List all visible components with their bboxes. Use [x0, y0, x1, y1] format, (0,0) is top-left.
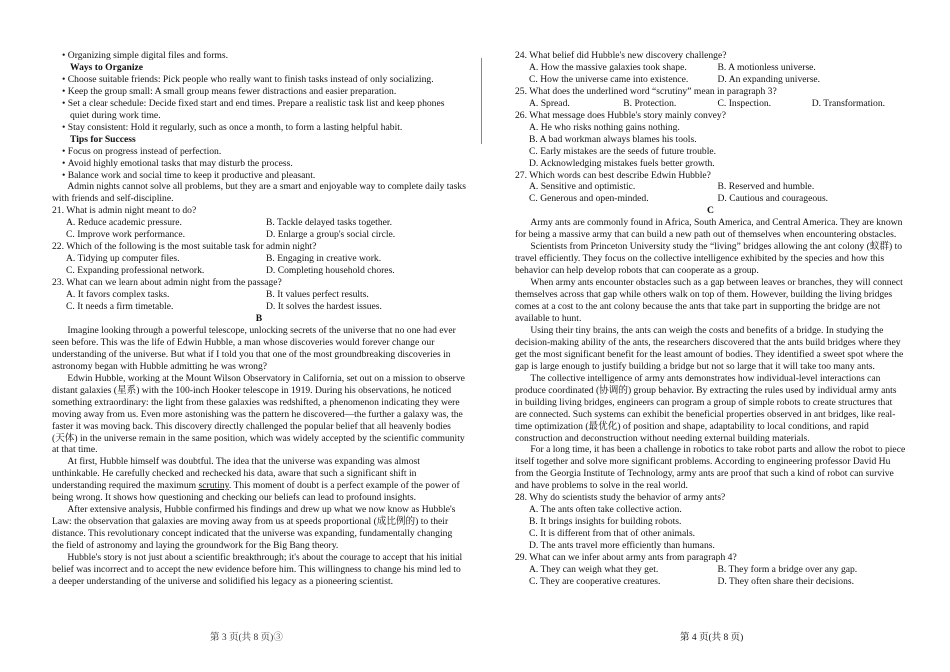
bullet-item: • Avoid highly emotional tasks that may disturb the process. — [52, 158, 466, 170]
bullet-item: • Stay consistent: Hold it regularly, such as once a month, to form a lasting helpful habit. — [52, 122, 466, 134]
paragraph: Imagine looking through a powerful telescope, unlocking secrets of the universe that no one had ever seen before. This was the life of Edwin Hubble, a man whose discoveries would forever change our understanding of the universe. But what if I told you that one of the most groundbreaking discoveries in astronomy began with Hubble admitting he was wrong? — [52, 324, 456, 372]
options-21 — [52, 217, 466, 229]
option: D. Transformation. — [811, 97, 886, 109]
bullet-item: • Choose suitable friends: Pick people who really want to finish tasks instead of only socializing. — [52, 74, 466, 86]
option: C. Inspection. — [717, 97, 772, 109]
option: B. Tackle delayed tasks together. — [266, 217, 392, 229]
option: B. Protection. — [623, 97, 677, 109]
option: A. The ants often take collective action. — [529, 504, 682, 516]
paragraph: When army ants encounter obstacles such as a gap between leaves or branches, they will connect themselves across that gap while others walk on top of them. However, building the living bridges comes at a cost to the ant colony because the ants that take part in supporting the bridge are not available to hunt. — [515, 277, 903, 324]
paragraph: Admin nights cannot solve all problems, but they are a smart and enjoyable way to complete daily tasks with friends and self-discipline. — [52, 181, 466, 205]
option: D. Acknowledging mistakes fuels better growth. — [529, 157, 715, 169]
page-number-right: 第 4 页(共 8 页) — [680, 633, 744, 643]
option: C. Improve work performance. — [66, 229, 186, 241]
subheading-ways: Ways to Organize — [70, 61, 144, 73]
option: D. The ants travel more efficiently than humans. — [529, 540, 715, 552]
option: C. Early mistakes are the seeds of future trouble. — [529, 145, 717, 157]
text-run: . This moment of doubt is a perfect example of the power of being wrong. It shows how questioning and checking our beliefs can lead to profound insights. — [52, 480, 460, 504]
bullet-item: • Focus on progress instead of perfection. — [52, 146, 466, 158]
option: C. It is different from that of other animals. — [529, 528, 696, 540]
section-heading-c: C — [707, 205, 714, 217]
option: D. Completing household chores. — [266, 265, 395, 277]
option: A. Reduce academic pressure. — [66, 217, 182, 229]
option: B. A bad workman always blames his tools. — [529, 133, 697, 145]
option: D. Enlarge a group's social circle. — [266, 229, 396, 241]
subheading-tips: Tips for Success — [70, 133, 136, 145]
page-number-left: 第 3 页(共 8 页)③ — [210, 633, 283, 643]
left-column — [52, 50, 466, 588]
question-23: 23. What can we learn about admin night from the passage? — [52, 277, 282, 289]
paragraph: Edwin Hubble, working at the Mount Wilson Observatory in California, set out on a mission to observe distant galaxies (星系) with the 100-inch Hooker telescope in 1919. During his observations, he noticed something extraordinary: the light from these galaxies was redshifted, a phenomenon indicating they were moving away from us. Even more astonishing was the pattern he discovered—the further a galaxy was, the faster it was moving back. This discovery directly challenged the popular belief that all heavenly bodies (天体) in the universe remain in the same position, which was widely accepted by the scientific community at that time. — [52, 372, 465, 456]
right-column — [515, 50, 906, 588]
underlined-word: scrutiny — [198, 480, 229, 492]
option: B. They form a bridge over any gap. — [717, 563, 858, 575]
column-divider — [481, 58, 482, 144]
option: C. Generous and open-minded. — [529, 193, 649, 205]
paragraph: Scientists from Princeton University study the “living” bridges allowing the ant colony (蚁群) to travel efficiently. They focus on the collective intelligence exhibited by the species and how this behavior can help develop robots that can cooperate as a group. — [515, 241, 903, 277]
question-28: 28. Why do scientists study the behavior of army ants? — [515, 492, 726, 504]
bullet-item: • Balance work and social time to keep it productive and pleasant. — [52, 170, 466, 182]
options-27 — [515, 193, 906, 205]
option: D. An expanding universe. — [717, 73, 821, 85]
question-21: 21. What is admin night meant to do? — [52, 205, 197, 217]
option: D. It solves the hardest issues. — [266, 301, 382, 313]
option: A. Sensitive and optimistic. — [529, 181, 636, 193]
options-25 — [515, 98, 906, 110]
option: A. They can weigh what they get. — [529, 563, 659, 575]
option: B. Reserved and humble. — [717, 181, 815, 193]
option: D. Cautious and courageous. — [717, 193, 829, 205]
options-27 — [515, 181, 906, 193]
question-27: 27. Which words can best describe Edwin Hubble? — [515, 169, 711, 181]
option: A. Spread. — [529, 97, 570, 109]
options-23 — [52, 289, 466, 301]
question-29: 29. What can we infer about army ants from paragraph 4? — [515, 552, 737, 564]
question-25: 25. What does the underlined word “scrutiny” mean in paragraph 3? — [515, 85, 777, 97]
option: B. Engaging in creative work. — [266, 253, 382, 265]
options-29 — [515, 564, 906, 576]
option: A. He who risks nothing gains nothing. — [529, 121, 680, 133]
options-22 — [52, 265, 466, 277]
options-24 — [515, 62, 906, 74]
paragraph: Using their tiny brains, the ants can weigh the costs and benefits of a bridge. In studying the decision-making ability of the ants, the researchers discovered that the ants build bridges where they get the most significant benefit for the least amount of bodies. They identified a sweet spot where the gap is large enough to justify building a bridge but not so large that it will take too many ants. — [515, 324, 904, 372]
option: C. Expanding professional network. — [66, 265, 205, 277]
option: B. It brings insights for building robots. — [529, 516, 682, 528]
text-run: At first, Hubble himself was doubtful. The idea that the universe was expanding was almost unthinkable. He carefully checked and rechecked his data, aware that such a significant shift in understanding required the maximum — [52, 456, 420, 492]
option: D. They often share their decisions. — [717, 575, 854, 587]
paragraph: After extensive analysis, Hubble confirmed his findings and drew up what we now know as Hubble's Law: the observation that galaxies are moving away from us at speeds proportional (成比例的) to their distance. This revolutionary concept indicated that the universe was expanding, fundamentally changing the field of astronomy and laying the groundwork for the Big Bang theory. — [52, 504, 456, 552]
paragraph: For a long time, it has been a challenge in robotics to take robot parts and allow the robot to piece itself together and solve more significant problems. According to engineering professor David Hu from the Georgia Institute of Technology, army ants are proof that such a kind of robot can survive and have problems to solve in the real world. — [515, 444, 906, 492]
option: C. It needs a firm timetable. — [66, 301, 174, 313]
section-heading-b: B — [255, 312, 263, 324]
bullet-item: • Organizing simple digital files and forms. — [52, 50, 466, 62]
option: A. Tidying up computer files. — [66, 253, 180, 265]
question-26: 26. What message does Hubble's story mainly convey? — [515, 109, 726, 121]
paragraph: Army ants are commonly found in Africa, South America, and Central America. They are known for being a massive army that can build a new path out of themselves when encountering obstacles. — [515, 217, 903, 241]
question-24: 24. What belief did Hubble's new discovery challenge? — [515, 50, 727, 61]
paragraph: The collective intelligence of army ants demonstrates how individual-level interactions can produce coordinated (协调的) group behavior. By extracting the rules used by individual army ants in building living bridges, engineers can program a group of simple robots to create structures that are connected. Such systems can exhibit the beneficial properties observed in ant bridges, like real-time optimization (最优化) of position and shape, adaptability to local conditions, and rapid construction and deconstruction without needing external building materials. — [515, 372, 897, 444]
option: B. It values perfect results. — [266, 289, 369, 301]
paragraph: Hubble's story is not just about a scientific breakthrough; it's about the courage to accept that his initial belief was incorrect and to accept the new evidence before him. This willingness to change his mind led to a deeper understanding of the universe and solidified his legacy as a pioneering scientist. — [52, 552, 463, 587]
bullet-item: • Set a clear schedule: Decide fixed start and end times. Prepare a realistic task list and keep phones quiet during work time. — [52, 98, 466, 122]
option: A. How the massive galaxies took shape. — [529, 61, 687, 73]
option: C. They are cooperative creatures. — [529, 575, 661, 587]
bullet-item: • Keep the group small: A small group means fewer distractions and easier preparation. — [52, 86, 466, 98]
paragraph — [52, 456, 466, 504]
options-22 — [52, 253, 466, 265]
option: C. How the universe came into existence. — [529, 73, 689, 85]
options-23 — [52, 301, 466, 313]
option: B. A motionless universe. — [717, 61, 816, 73]
option: A. It favors complex tasks. — [66, 289, 170, 301]
options-29 — [515, 576, 906, 588]
options-24 — [515, 74, 906, 86]
options-21 — [52, 229, 466, 241]
question-22: 22. Which of the following is the most suitable task for admin night? — [52, 241, 317, 253]
